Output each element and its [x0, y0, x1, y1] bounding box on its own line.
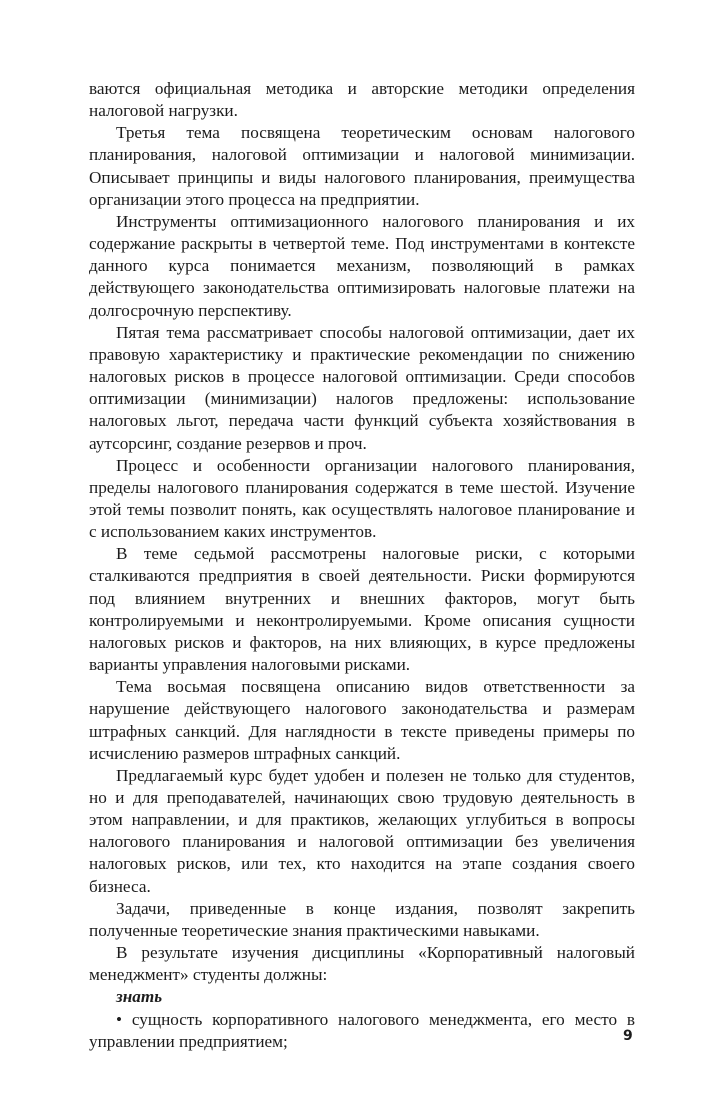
- paragraph-course-usefulness: Предлагаемый курс будет удобен и полезен не только для студентов, но и для преподавателей, начинающих свою трудовую деятельность в этом направлении, и для практиков, желающих углубиться в вопросы налогового планирования и налоговой оптимизации без увеличения налоговых рисков, или тех, кто находится на этапе создания своего бизнеса.: [89, 765, 635, 896]
- paragraph-tasks: Задачи, приведенные в конце издания, позволят закрепить полученные теоретические знания практическими навыками.: [89, 898, 635, 940]
- paragraph-theme-4: Инструменты оптимизационного налогового планирования и их содержание раскрыты в четвертой теме. Под инструментами в контексте данного курса понимается механизм, позволяющий в рамках действующего законодательства оптимизировать налоговые платежи на долгосрочную перспективу.: [89, 211, 635, 320]
- paragraph-theme-3: Третья тема посвящена теоретическим основам налогового планирования, налоговой оптимизации и налоговой минимизации. Описывает принципы и виды налогового планирования, преимущества организации этого процесса на предприятии.: [89, 123, 635, 209]
- paragraph-theme-6: Процесс и особенности организации налогового планирования, пределы налогового планирования содержатся в теме шестой. Изучение этой темы позволит понять, как осуществлять налоговое планирование и с использованием каких инструментов.: [89, 455, 635, 542]
- paragraph-continuation: ваются официальная методика и авторские методики определения налоговой нагрузки.: [89, 79, 635, 121]
- paragraph-results: В результате изучения дисциплины «Корпоративный налоговый менеджмент» студенты должны:: [89, 943, 635, 985]
- bullet-item: • сущность корпоративного налогового менеджмента, его место в управлении предприятием;: [89, 1009, 635, 1051]
- main-text: [89, 78, 635, 1053]
- page-number: 9: [623, 1028, 633, 1044]
- know-heading: знать: [116, 987, 163, 1007]
- paragraph-theme-8: Тема восьмая посвящена описанию видов ответственности за нарушение действующего налогового законодательства и размерам штрафных санкций. Для наглядности в тексте приведены примеры по исчислению размеров штрафных санкций.: [89, 677, 635, 763]
- paragraph-theme-7: В теме седьмой рассмотрены налоговые риски, с которыми сталкиваются предприятия в своей деятельности. Риски формируются под влиянием внутренних и внешних факторов, могут быть контролируемыми и неконтролируемыми. Кроме описания сущности налоговых рисков и факторов, на них влияющих, в курсе предложены варианты управления налоговыми рисками.: [89, 544, 635, 675]
- paragraph-theme-5: Пятая тема рассматривает способы налоговой оптимизации, дает их правовую характеристику и практические рекомендации по снижению налоговых рисков в процессе налоговой оптимизации. Среди способов оптимизации (минимизации) налогов предложены: использование налоговых льгот, передача части функций субъекта хозяйствования в аутсорсинг, создание резервов и проч.: [89, 322, 635, 453]
